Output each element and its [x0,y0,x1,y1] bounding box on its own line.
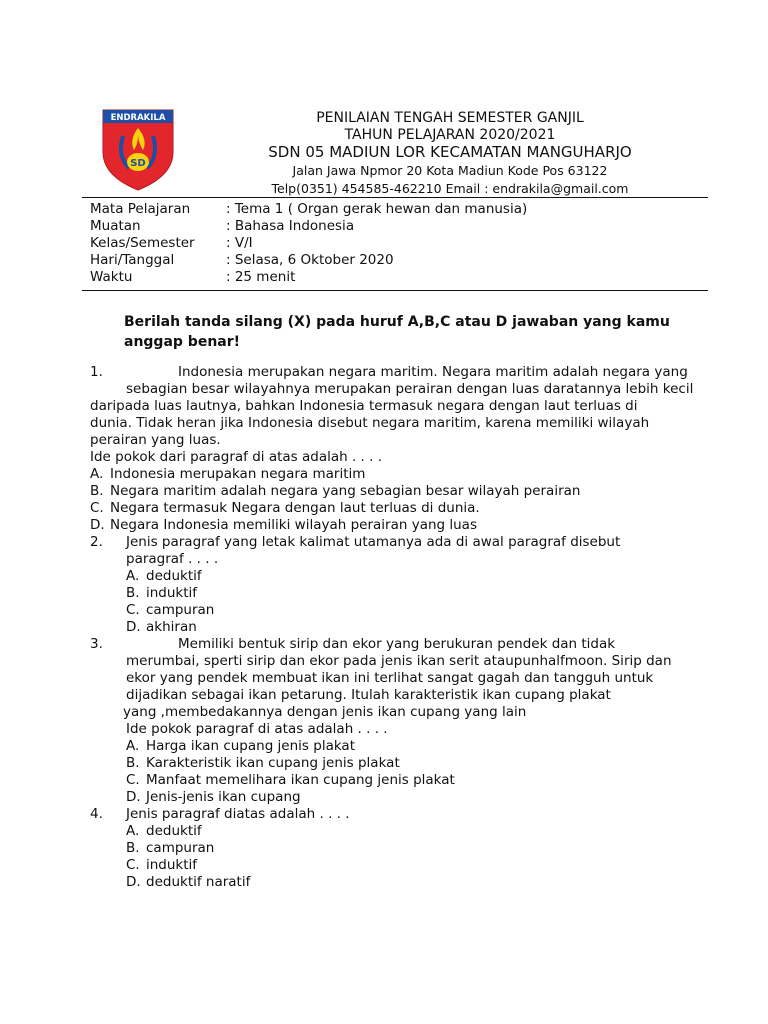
instruction [124,312,684,352]
option-letter: D. [126,789,141,805]
info-value: : Tema 1 ( Organ gerak hewan dan manusia) [226,201,528,217]
option-letter: A. [90,466,104,482]
option-b[interactable] [126,840,710,857]
option-a[interactable] [126,738,710,755]
option-text: Jenis-jenis ikan cupang [146,789,301,805]
question-text: Ide pokok dari paragraf di atas adalah . . . . [90,449,383,465]
info-label: Waktu [90,269,133,285]
option-c[interactable] [126,857,710,874]
option-letter: A. [126,568,140,584]
option-letter: A. [126,823,140,839]
option-c[interactable] [126,772,710,789]
option-text: Manfaat memelihara ikan cupang jenis plakat [146,772,455,788]
option-text: Negara termasuk Negara dengan laut terluas di dunia. [110,500,480,516]
instruction-line-1: Berilah tanda silang (X) pada huruf A,B,C atau D jawaban yang kamu [124,314,670,330]
option-a[interactable] [126,568,710,585]
info-value: : Bahasa Indonesia [226,218,355,234]
question-text: Ide pokok paragraf di atas adalah . . . . [126,721,388,737]
info-label: Muatan [90,218,141,234]
option-text: deduktif [146,823,202,839]
info-divider [82,290,708,291]
option-text: Indonesia merupakan negara maritim [110,466,366,482]
option-letter: C. [126,857,140,873]
passage-line: perairan yang luas. [90,432,221,448]
question-passage [90,364,710,466]
option-letter: D. [90,517,105,533]
option-d[interactable] [126,789,710,806]
option-b[interactable] [90,483,710,500]
exam-info-table [90,201,527,286]
option-text: Karakteristik ikan cupang jenis plakat [146,755,400,771]
exam-header [250,110,650,197]
option-letter: B. [126,585,140,601]
option-letter: B. [90,483,104,499]
question-line: Jenis paragraf yang letak kalimat utamanya ada di awal paragraf disebut [126,534,621,550]
option-a[interactable] [90,466,710,483]
question-1 [90,364,710,534]
option-text: Negara Indonesia memiliki wilayah perairan yang luas [110,517,477,533]
header-divider [82,197,708,198]
option-b[interactable] [126,585,710,602]
question-number: 2. [90,534,103,550]
option-letter: C. [126,772,140,788]
option-d[interactable] [90,517,710,534]
info-label: Mata Pelajaran [90,201,191,217]
passage-line: Memiliki bentuk sirip dan ekor yang berukuran pendek dan tidak [178,636,616,652]
option-letter: B. [126,755,140,771]
passage-line: dijadikan sebagai ikan petarung. Itulah karakteristik ikan cupang plakat [126,687,611,703]
passage-line: dunia. Tidak heran jika Indonesia disebut negara maritim, karena memiliki wilayah [90,415,650,431]
info-value: : V/I [226,235,253,251]
passage-line: yang ,membedakannya dengan jenis ikan cupang yang lain [123,704,527,720]
info-row [90,235,527,252]
option-d[interactable] [126,874,710,891]
option-text: deduktif naratif [146,874,251,890]
header-title-1: PENILAIAN TENGAH SEMESTER GANJIL [316,110,584,126]
passage-line: sebagian besar wilayahnya merupakan perairan dengan luas daratannya lebih kecil [126,381,694,397]
info-row [90,218,527,235]
passage-line: Indonesia merupakan negara maritim. Negara maritim adalah negara yang [178,364,688,380]
question-passage [123,636,710,738]
option-text: Harga ikan cupang jenis plakat [146,738,355,754]
question-number: 3. [90,636,103,652]
option-letter: D. [126,874,141,890]
info-label: Hari/Tanggal [90,252,175,268]
option-a[interactable] [126,823,710,840]
info-value: : Selasa, 6 Oktober 2020 [226,252,394,268]
option-text: induktif [146,585,198,601]
option-text: campuran [146,602,215,618]
option-text: akhiran [146,619,197,635]
info-row [90,252,527,269]
question-text [126,534,710,568]
question-line: paragraf . . . . [126,551,219,567]
option-letter: C. [90,500,104,516]
option-d[interactable] [126,619,710,636]
question-4 [90,806,710,891]
logo-badge: SD [130,158,146,169]
passage-line: merumbai, sperti sirip dan ekor pada jenis ikan serit ataupunhalfmoon. Sirip dan [126,653,672,669]
question-number: 1. [90,364,103,380]
option-letter: B. [126,840,140,856]
option-letter: D. [126,619,141,635]
header-address: Jalan Jawa Npmor 20 Kota Madiun Kode Pos 63122 [292,163,608,178]
info-row [90,269,527,286]
logo-text: ENDRAKILA [110,113,166,123]
option-b[interactable] [126,755,710,772]
question-2 [90,534,710,636]
option-text: induktif [146,857,198,873]
info-row [90,201,527,218]
question-3 [90,636,710,806]
question-list [90,364,710,891]
option-text: campuran [146,840,215,856]
passage-line: daripada luas lautnya, bahkan Indonesia termasuk negara dengan laut terluas di [90,398,638,414]
question-number: 4. [90,806,103,822]
passage-line: ekor yang pendek membuat ikan ini terlihat sangat gagah dan tangguh untuk [126,670,654,686]
option-text: Negara maritim adalah negara yang sebagian besar wilayah perairan [110,483,581,499]
option-text: deduktif [146,568,202,584]
info-value: : 25 menit [226,269,296,285]
school-logo-icon [99,106,177,192]
instruction-line-2: anggap benar! [124,334,241,350]
header-contact: Telp(0351) 454585-462210 Email : endrakila@gmail.com [271,181,629,196]
header-school-name: SDN 05 MADIUN LOR KECAMATAN MANGUHARJO [268,143,632,161]
info-label: Kelas/Semester [90,235,195,251]
option-letter: A. [126,738,140,754]
header-title-2: TAHUN PELAJARAN 2020/2021 [344,127,556,143]
question-text: Jenis paragraf diatas adalah . . . . [126,806,350,822]
option-letter: C. [126,602,140,618]
option-c[interactable] [126,602,710,619]
option-c[interactable] [90,500,710,517]
